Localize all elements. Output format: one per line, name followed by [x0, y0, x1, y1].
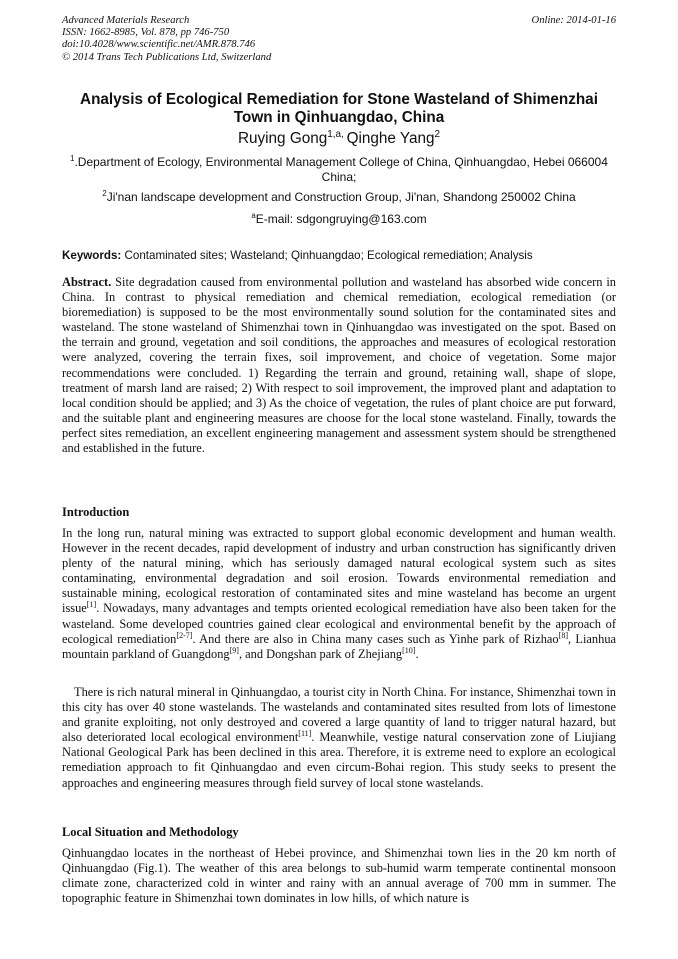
- author-line: [62, 130, 616, 148]
- paragraph-text: , Lianhua mountain parkland of Guangdong: [62, 631, 617, 661]
- section-heading-local-situation: Local Situation and Methodology: [62, 825, 239, 839]
- email-text: E-mail: sdgongruying@163.com: [255, 212, 427, 226]
- citation[interactable]: [2-7]: [176, 630, 193, 640]
- online-date: Online: 2014-01-16: [531, 15, 616, 26]
- paragraph-text: , and Dongshan park of Zhejiang: [238, 646, 403, 661]
- affiliation-mark: 1: [70, 154, 75, 163]
- author-affiliation-mark: 1,a: [327, 128, 342, 140]
- author-affiliation-mark: 2: [434, 128, 441, 140]
- affiliation-text: .Department of Ecology, Environmental Management College of China, Qinhuangdao, Hebei 066004 China;: [74, 155, 608, 184]
- doi-line: doi:10.4028/www.scientific.net/AMR.878.746: [62, 39, 256, 51]
- citation[interactable]: [10]: [402, 645, 416, 655]
- paragraph-text: In the long run, natural mining was extracted to support global economic development and human wealth. However in the recent decades, rapid development of industry and urban construction has significantly driven plenty of the natural mining, which has seriously damaged natural ecological system such as sites contaminating, environmental degradation and soil erosion. Towards environmental remediation and sustainable mining, ecological restoration of contaminated sites and mine wasteland has become an urgent issue: [62, 526, 616, 616]
- journal-header: [62, 15, 271, 64]
- paragraph-text: . And there are also in China many cases such as Yinhe park of Rizhao: [192, 631, 559, 646]
- citation[interactable]: [1]: [86, 600, 97, 610]
- paragraph-text: .: [415, 646, 419, 661]
- keywords-text: Contaminated sites; Wasteland; Qinhuangdao; Ecological remediation; Analysis: [121, 249, 533, 262]
- abstract-label: Abstract.: [62, 275, 112, 289]
- paragraph-text: . Nowadays, many advantages and tempts oriented ecological remediation have also been taken for the wasteland. Some developed countries gained clear ecological and environmental benefit by the approach of ecological remediation: [62, 601, 616, 646]
- section-heading-introduction: Introduction: [62, 505, 130, 519]
- author-email: [62, 212, 616, 227]
- issn-line: ISSN: 1662-8985, Vol. 878, pp 746-750: [62, 27, 230, 39]
- intro-paragraph-1: [62, 526, 616, 662]
- email-mark: a: [251, 211, 256, 220]
- paragraph-text: . Meanwhile, vestige natural conservation zone of Liujiang National Geological Park has been declined in this area. Therefore, it is extreme need to explore an ecological remediation approach to fit Qinhuangdao and even circum-Bohai region. This study seeks to present the approaches and engineering measures through field survey of local stone wastelands.: [62, 730, 616, 790]
- journal-name: Advanced Materials Research: [62, 15, 190, 26]
- local-paragraph-1: Qinhuangdao locates in the northeast of Hebei province, and Shimenzhai town lies in the 20 km north of Qinhuangdao (Fig.1). The weather of this area belongs to sub-humid warm temperate continental monsoon climate zone, characterized cold in winter and rainy with an annual average of 700 mm in summer. The topographic feature in Shimenzhai town dominates in low hills, of which nature is: [62, 846, 616, 906]
- keywords: [62, 248, 616, 263]
- affiliation-mark: 2: [102, 189, 107, 198]
- citation[interactable]: [11]: [298, 729, 312, 739]
- affiliation-2: [62, 190, 616, 205]
- abstract: [62, 275, 616, 456]
- paper-title: Analysis of Ecological Remediation for Stone Wasteland of Shimenzhai Town in Qinhuangdao, China: [80, 91, 598, 126]
- keywords-label: Keywords:: [62, 249, 122, 262]
- copyright-line: © 2014 Trans Tech Publications Ltd, Switzerland: [62, 51, 272, 63]
- author-name: Qinghe Yang: [346, 130, 435, 147]
- citation[interactable]: [8]: [558, 630, 569, 640]
- affiliation-1: [62, 155, 616, 185]
- intro-paragraph-2: [62, 685, 616, 791]
- paragraph-text: There is rich natural mineral in Qinhuangdao, a tourist city in North China. For instance, Shimenzhai town in this city has over 40 stone wastelands. The wastelands and contaminated sites resulted from lots of limestone and granite exploiting, not only destroyed and covered a large quantity of land to trigger natural hazard, but also deteriorated local ecological environment: [62, 685, 616, 745]
- affiliation-text: Ji'nan landscape development and Construction Group, Ji'nan, Shandong 250002 China: [106, 190, 576, 204]
- citation[interactable]: [9]: [229, 645, 239, 655]
- abstract-text: Site degradation caused from environmental pollution and wasteland has absorbed wide concern in China. In contrast to physical remediation and chemical remediation, ecological remediation (or bioremediation) is supposed to be the most environmentally sound solution for the contaminated sites and wasteland. The stone wasteland of Shimenzhai town in Qinhuangdao was investigated on the spot. Based on the terrain and ground, vegetation and soil conditions, the approaches and measures of ecological restoration were analyzed, covering the terrain fixes, soil improvement, and choice of vegetation. Some major recommendations were concluded. 1) Regarding the terrain and ground, retaining wall, shape of slope, treatment of marsh land are raised; 2) With respect to soil improvement, the improved plant and adaptation to local condition should be applied; and 3) As the choice of vegetation, the rules of plant choice are put forward, and the suitable plant and engineering measures are choose for the local stone wasteland. Finally, towards the perfect sites remediation, an excellent engineering management and assessment system should be strengthened and established in the future.: [62, 275, 616, 456]
- author-name: Ruying Gong: [237, 130, 328, 147]
- author-separator: ,: [341, 128, 347, 140]
